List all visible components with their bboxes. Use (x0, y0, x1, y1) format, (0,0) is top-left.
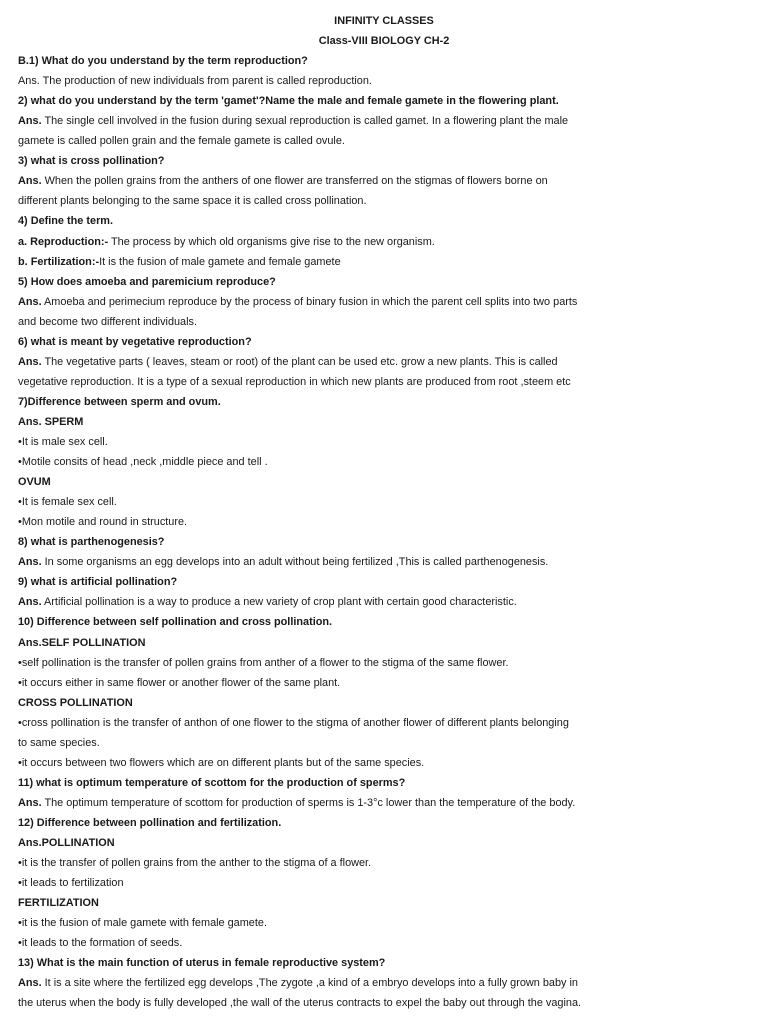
line-text: gamete is called pollen grain and the female gamete is called ovule. (18, 135, 345, 148)
text-line (18, 255, 758, 269)
text-line (18, 94, 758, 108)
text-line (18, 956, 758, 970)
text-line (18, 134, 758, 148)
line-text: •it leads to fertilization (18, 877, 124, 890)
text-line (18, 515, 758, 529)
text-line (18, 996, 758, 1010)
text-line (18, 696, 758, 710)
line-text: It is a site where the fertilized egg develops ,The zygote ,a kind of a embryo develops into a fully grown baby in (41, 977, 578, 990)
line-text: In some organisms an egg develops into an adult without being fertilized ,This is called parthenogenesis. (41, 556, 549, 569)
text-line (18, 495, 758, 509)
text-line (18, 194, 758, 208)
text-line (18, 114, 758, 128)
text-line (18, 756, 758, 770)
text-line (18, 435, 758, 449)
text-line (18, 415, 758, 429)
line-text: •cross pollination is the transfer of anthon of one flower to the stigma of another flower of different plants belonging (18, 716, 569, 729)
text-line (18, 976, 758, 990)
line-text: •It is male sex cell. (18, 435, 108, 448)
text-line (18, 174, 758, 188)
text-line (18, 856, 758, 870)
line-text: The process by which old organisms give rise to the new organism. (108, 235, 435, 248)
text-line (18, 736, 758, 750)
text-line (18, 615, 758, 629)
bold-label: Ans. (18, 556, 42, 569)
bold-label: 4) Define the term. (18, 215, 114, 228)
bold-label: 10) Difference between self pollination and cross pollination. (18, 616, 333, 629)
bold-label: Ans. (18, 295, 42, 308)
text-line (18, 74, 758, 88)
line-text: Artificial pollination is a way to produce a new variety of crop plant with certain good characteristic. (41, 596, 517, 609)
line-text: vegetative reproduction. It is a type of a sexual reproduction in which new plants are produced from root ,steem etc (18, 375, 571, 388)
text-line (18, 375, 758, 389)
text-line (18, 936, 758, 950)
text-line (18, 575, 758, 589)
line-text: and become two different individuals. (18, 315, 197, 328)
line-text: It is the fusion of male gamete and female gamete (99, 255, 341, 268)
line-text: •it is the fusion of male gamete with female gamete. (18, 917, 267, 930)
text-line (18, 636, 758, 650)
text-line (18, 54, 758, 68)
text-line (18, 776, 758, 790)
text-line (18, 595, 758, 609)
line-text: The optimum temperature of scottom for production of sperms is 1-3°c lower than the temperature of the body. (41, 796, 576, 809)
bold-label: CROSS POLLINATION (18, 696, 133, 709)
bold-label: Ans. (18, 175, 42, 188)
bold-label: OVUM (18, 476, 51, 489)
line-text: different plants belonging to the same space it is called cross pollination. (18, 195, 367, 208)
bold-label: 6) what is meant by vegetative reproduction? (18, 335, 252, 348)
line-text: •Motile consits of head ,neck ,middle piece and tell . (18, 456, 268, 468)
line-text: The single cell involved in the fusion during sexual reproduction is called gamet. In a flowering plant the male (41, 115, 569, 128)
text-line (18, 716, 758, 730)
text-line (18, 214, 758, 228)
bold-label: 13) What is the main function of uterus in female reproductive system? (18, 957, 386, 970)
text-line (18, 154, 758, 168)
bold-label: 3) what is cross pollination? (18, 155, 165, 168)
line-text: •it leads to the formation of seeds. (18, 937, 183, 950)
bold-label: b. Fertilization:- (18, 255, 100, 268)
document-subtitle: Class-VIII BIOLOGY CH-2 (318, 35, 450, 47)
bold-label: Ans. (18, 355, 42, 368)
bold-label: Ans. SPERM (18, 415, 84, 428)
text-line (18, 555, 758, 569)
line-text: •it is the transfer of pollen grains from the anther to the stigma of a flower. (18, 857, 372, 869)
bold-label: a. Reproduction:- (18, 235, 109, 248)
bold-label: 12) Difference between pollination and fertilization. (18, 816, 282, 829)
text-line (18, 315, 758, 329)
text-line (18, 836, 758, 850)
bold-label: B.1) What do you understand by the term reproduction? (18, 55, 308, 67)
line-text: •It is female sex cell. (18, 496, 117, 509)
text-line (18, 235, 758, 249)
line-text: to same species. (18, 736, 100, 749)
bold-label: 5) How does amoeba and paremicium reproduce? (18, 275, 276, 288)
bold-label: Ans. (18, 796, 42, 809)
bold-label: Ans. (18, 977, 42, 990)
bold-label: 7)Difference between sperm and ovum. (18, 395, 221, 408)
line-text: Ans. The production of new individuals from parent is called reproduction. (18, 75, 372, 87)
text-line (18, 455, 758, 469)
line-text: When the pollen grains from the anthers of one flower are transferred on the stigmas of flowers borne on (41, 175, 548, 188)
line-text: •Mon motile and round in structure. (18, 516, 188, 529)
text-line (18, 676, 758, 690)
bold-label: 8) what is parthenogenesis? (18, 536, 165, 549)
line-text: the uterus when the body is fully developed ,the wall of the uterus contracts to expel the baby out through the vagina. (18, 997, 582, 1010)
line-text: Amoeba and perimecium reproduce by the process of binary fusion in which the parent cell splits into two parts (41, 295, 578, 308)
bold-label: Ans. (18, 115, 42, 128)
text-line (18, 916, 758, 930)
bold-label: 9) what is artificial pollination? (18, 576, 178, 589)
document-title: INFINITY CLASSES (334, 15, 434, 27)
text-line (18, 355, 758, 369)
line-text: •it occurs between two flowers which are on different plants but of the same species. (18, 756, 425, 769)
text-line (18, 896, 758, 910)
text-line (18, 816, 758, 830)
text-line (18, 475, 758, 489)
text-line (18, 796, 758, 810)
text-line (18, 395, 758, 409)
bold-label: Ans.SELF POLLINATION (18, 636, 146, 649)
line-text: •it occurs either in same flower or another flower of the same plant. (18, 676, 341, 689)
bold-label: Ans.POLLINATION (18, 837, 115, 849)
bold-label: 11) what is optimum temperature of scottom for the production of sperms? (18, 776, 406, 789)
bold-label: Ans. (18, 596, 42, 609)
text-line (18, 335, 758, 349)
bold-label: 2) what do you understand by the term 'gamet'?Name the male and female gamete in the flowering plant. (18, 95, 559, 108)
text-line (18, 876, 758, 890)
text-line (18, 656, 758, 670)
bold-label: FERTILIZATION (18, 897, 99, 910)
text-line (18, 295, 758, 309)
line-text: •self pollination is the transfer of pollen grains from anther of a flower to the stigma of the same flower. (18, 656, 509, 669)
line-text: The vegetative parts ( leaves, steam or root) of the plant can be used etc. grow a new plants. This is called (41, 355, 558, 368)
text-line (18, 535, 758, 549)
text-line (18, 275, 758, 289)
